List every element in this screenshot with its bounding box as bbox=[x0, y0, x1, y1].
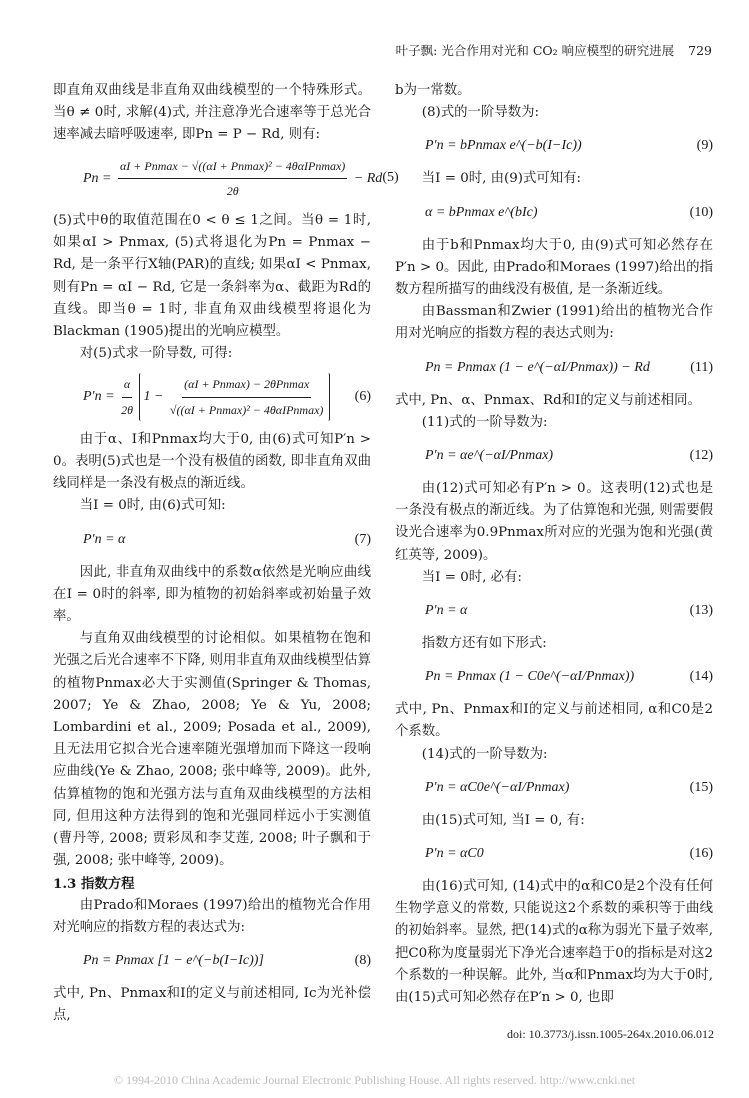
paragraph: 因此, 非直角双曲线中的系数α依然是光响应曲线在I = 0时的斜率, 即为植物的初始斜率或初始量子效率。 bbox=[53, 564, 371, 625]
equation-fraction bbox=[118, 155, 347, 202]
paragraph: 式中, Pn、α、Pnmax、Rd和I的定义与前述相同。 bbox=[395, 392, 701, 408]
running-header bbox=[0, 41, 712, 59]
equation-number: (5) bbox=[382, 170, 399, 186]
equation-16: P′n = αC0 (16) bbox=[395, 840, 713, 868]
left-column bbox=[53, 80, 399, 1028]
paragraph: (14)式的一阶导数为: bbox=[421, 746, 548, 762]
equation-lhs: Pn = bbox=[83, 170, 112, 186]
section-heading: 1.3 指数方程 bbox=[53, 875, 135, 892]
equation-14: Pn = Pnmax (1 − C0e^(−αI/Pnmax)) (14) bbox=[395, 663, 713, 691]
equation-bracket: 1 − $\frac{\text{(αI + Pnmax) − 2θPnmax}}{\text{√((αI + Pnmax)² − 4θαIPnmax)}}$ bbox=[139, 373, 330, 420]
equation-number: (16) bbox=[689, 845, 713, 861]
paragraph: 由(15)式可知, 当I = 0, 有: bbox=[421, 812, 585, 828]
equation-number: (6) bbox=[354, 389, 371, 405]
equation-number: (12) bbox=[689, 447, 713, 463]
paragraph: b为一常数。 bbox=[395, 83, 471, 98]
paragraph: 指数方还有如下形式: bbox=[421, 636, 547, 652]
equation-6 bbox=[53, 373, 371, 420]
copyright-footer: © 1994-2010 China Academic Journal Electronic Publishing House. All rights reserved. http://www.cnki.net bbox=[113, 1073, 636, 1087]
equation-number: (13) bbox=[689, 602, 713, 618]
paragraph: 当I = 0时, 由(9)式可知有: bbox=[421, 171, 582, 187]
equation-13: P′n = α (13) bbox=[395, 597, 713, 625]
equation-number: (11) bbox=[690, 359, 713, 375]
equation-lhs: P′n = bbox=[83, 389, 115, 405]
paragraph: 与直角双曲线模型的讨论相似。如果植物在饱和光强之后光合速率不下降, 则用非直角双曲线模型估算的植物Pnmax必大于实测值(Springer & Thomas, 2007; Ye & Zhao, 2008; Ye & Yu, 2008; Lombardini et al., 2009; Posada et al., 2009), 且无法用它拟合光合速率随光强增加而下降这一段响应曲线(Ye & Zhao, 2008; 张中峰等, 2009)。此外, 估算植物的饱和光强方法与直角双曲线模型的方法相同, 但用这种方法得到的饱和光强同样远小于实测值(曹丹等, 2008; 贾彩凤和李艾莲, 2008; 叶子飘和于强, 2008; 张中峰等, 2009)。 bbox=[53, 631, 371, 869]
paragraph: 由Bassman和Zwier (1991)给出的植物光合作用对光响应的指数方程的表达式则为: bbox=[395, 304, 713, 342]
equation-12: P′n = αe^(−αI/Pnmax) (12) bbox=[395, 442, 713, 470]
page-number: 729 bbox=[688, 43, 712, 58]
paragraph: 对(5)式求一阶导数, 可得: bbox=[79, 346, 233, 362]
equation-fraction: $\frac{\text{(αI + Pnmax) − 2θPnmax}}{\text{√((αI + Pnmax)² − 4θαIPnmax)}}$ bbox=[170, 373, 324, 420]
equation-number: (10) bbox=[689, 204, 713, 220]
equation-number: (8) bbox=[354, 953, 371, 968]
equation-coefficient: $\frac{\alpha}{2\theta}$ bbox=[121, 373, 133, 420]
paragraph: 当I = 0时, 由(6)式可知: bbox=[79, 498, 226, 514]
paragraph: 由Prado和Moraes (1997)给出的植物光合作用对光响应的指数方程的表达式为: bbox=[53, 897, 371, 935]
fraction-denominator: 2θ bbox=[226, 183, 239, 198]
equation-15: P′n = αC0e^(−αI/Pnmax) (15) bbox=[395, 774, 713, 802]
fraction-numerator: αI + Pnmax − √((αI + Pnmax)² − 4θαIPnmax) bbox=[118, 155, 347, 179]
equation-number: (7) bbox=[354, 531, 371, 547]
equation-number: (14) bbox=[689, 669, 713, 685]
paragraph: 式中, Pn、Pnmax和I的定义与前述相同, Ic为光补偿点, bbox=[53, 986, 371, 1024]
equation-number: (9) bbox=[696, 138, 713, 154]
equation-11: Pn = Pnmax (1 − e^(−αI/Pnmax)) − Rd (11) bbox=[395, 354, 713, 382]
equation-9: P′n = bPnmax e^(−b(I−Ic)) (9) bbox=[395, 132, 713, 160]
doi-line: doi: 10.3773/j.issn.1005-264x.2010.06.012 bbox=[506, 1027, 714, 1041]
paragraph: 由于α、I和Pnmax均大于0, 由(6)式可知P′n > 0。表明(5)式也是一个没有极值的函数, 即非直角双曲线同样是一条没有极点的渐近线。 bbox=[53, 431, 371, 492]
paragraph: 式中, Pn、Pnmax和I的定义与前述相同, α和C0是2个系数。 bbox=[395, 702, 713, 740]
equation-10: α = bPnmax e^(bIc) (10) bbox=[395, 199, 713, 227]
equation-5 bbox=[53, 155, 399, 202]
equation-tail: − Rd bbox=[353, 170, 383, 186]
equation-number: (15) bbox=[689, 779, 713, 795]
paragraph: (8)式的一阶导数为: bbox=[421, 105, 540, 121]
paragraph: 当I = 0时, 必有: bbox=[421, 569, 522, 585]
paragraph: (5)式中θ的取值范围在0 < θ ≤ 1之间。当θ = 1时, 如果αI > Pnmax, (5)式将退化为Pn = Pnmax − Rd, 是一条平行X轴(PAR)的直线; 如果αI < Pnmax, 则有Pn = αI − Rd, 它是一条斜率为α、截距为Rd的直线。即当θ = 1时, 非直角双曲线模型将退化为Blackman (1905)提出的光响应模型。 bbox=[53, 213, 371, 340]
paragraph: 即直角双曲线是非直角双曲线模型的一个特殊形式。当θ ≠ 0时, 求解(4)式, 并注意净光合速率等于总光合速率减去暗呼吸速率, 即Pn = P − Rd, 则有: bbox=[53, 83, 371, 143]
running-title: 叶子飘: 光合作用对光和 CO₂ 响应模型的研究进展 bbox=[395, 43, 675, 58]
equation-8: Pn = Pnmax [1 − e^(−b(I−Ic))] (8) bbox=[53, 947, 371, 975]
paragraph: 由(16)式可知, (14)式中的α和C0是2个没有任何生物学意义的常数, 只能说这2个系数的乘积等于曲线的初始斜率。显然, 把(14)式的α称为弱光下量子效率, 把C0称为度量弱光下净光合速率趋于0的指标是对这2个系数的一种误解。此外, 当α和Pnmax均为大于0时, 由(15)式可知必然存在P′n > 0, 也即 bbox=[395, 879, 713, 1006]
equation-7: P′n = α (7) bbox=[53, 526, 371, 554]
paragraph: 由于b和Pnmax均大于0, 由(9)式可知必然存在P′n > 0。因此, 由Prado和Moraes (1997)给出的指数方程所描写的曲线没有极值, 是一条渐近线。 bbox=[395, 237, 713, 298]
paragraph: 由(12)式可知必有P′n > 0。这表明(12)式也是一条没有极点的渐近线。为了估算饱和光强, 则需要假设光合速率为0.9Pnmax所对应的光强为饱和光强(黄红英等, 2009)。 bbox=[395, 481, 713, 563]
right-column bbox=[395, 80, 713, 1009]
paragraph: (11)式的一阶导数为: bbox=[421, 414, 548, 430]
